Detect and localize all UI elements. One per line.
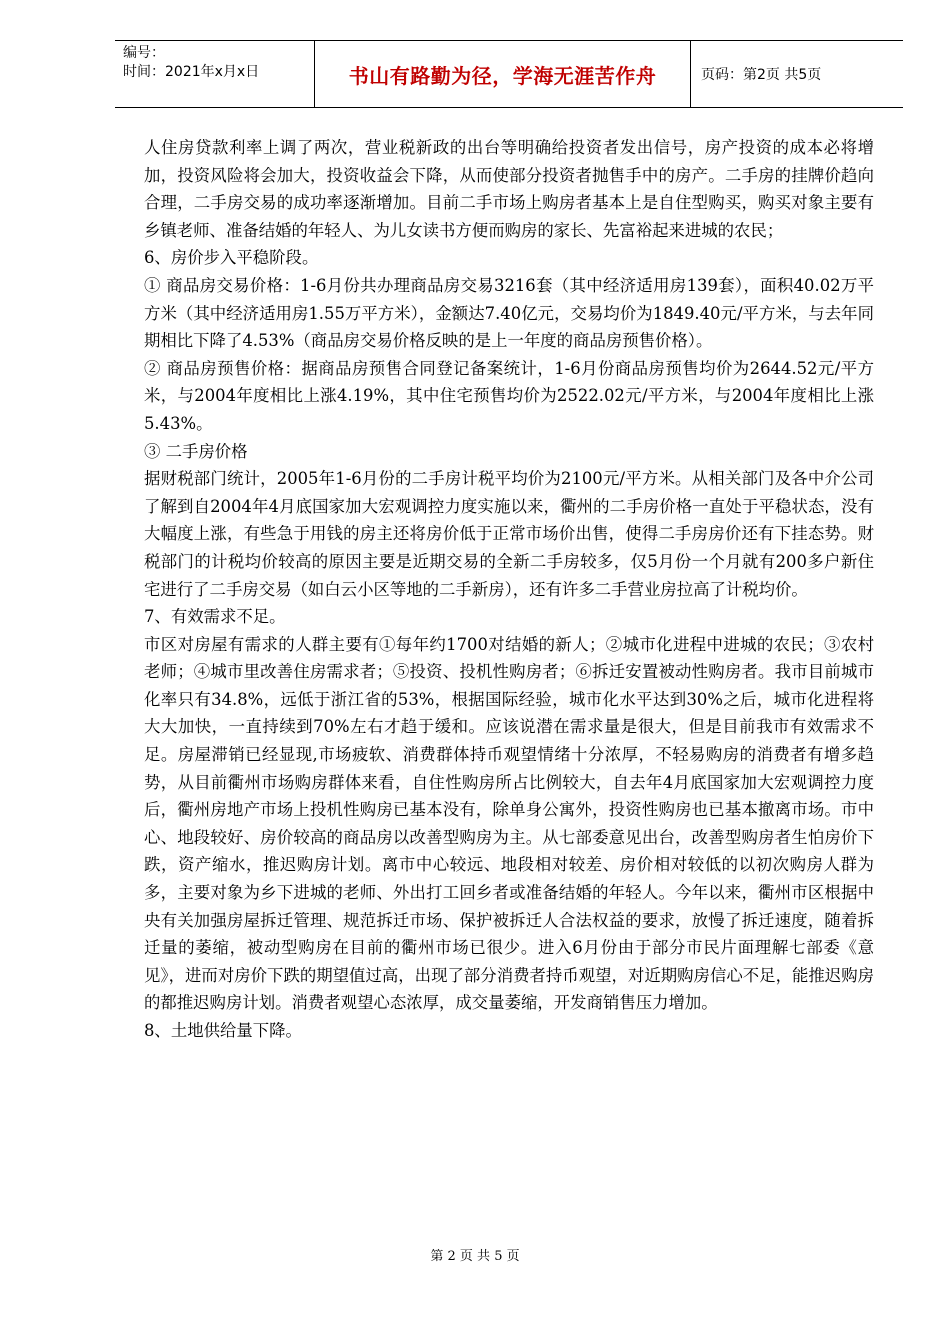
paragraph: ① 商品房交易价格：1-6月份共办理商品房交易3216套（其中经济适用房139套），面积40.02万平方米（其中经济适用房1.55万平方米），金额达7.40亿元，交易均价为1849.40元/平方米，与去年同期相比下降了4.53%（商品房交易价格反映的是上一年度的商品房预售价格）。 bbox=[144, 275, 874, 351]
paragraph: 人住房贷款利率上调了两次，营业税新政的出台等明确给投资者发出信号，房产投资的成本必将增加，投资风险将会加大，投资收益会下降，从而使部分投资者抛售手中的房产。二手房的挂牌价趋向合理，二手房交易的成功率逐渐增加。目前二手市场上购房者基本上是自住型购买，购买对象主要有乡镇老师、准备结婚的年轻人、为儿女读书方便而购房的家长、先富裕起来进城的农民； bbox=[144, 138, 874, 240]
page-footer: 第 2 页 共 5 页 bbox=[430, 1249, 520, 1264]
header-meta bbox=[115, 41, 315, 107]
paragraph: ② 商品房预售价格：据商品房预售合同登记备案统计，1-6月份商品房预售均价为2644.52元/平方米，与2004年度相比上涨4.19%，其中住宅预售均价为2522.02元/平方米，与2004年度相比上涨5.43%。 bbox=[144, 358, 874, 433]
header-motto: 书山有路勤为径，学海无涯苦作舟 bbox=[315, 41, 691, 107]
section-heading: 7、有效需求不足。 bbox=[144, 607, 286, 627]
subsection-heading: ③ 二手房价格 bbox=[144, 441, 248, 461]
paragraph: 据财税部门统计，2005年1-6月份的二手房计税平均价为2100元/平方米。从相关部门及各中介公司了解到自2004年4月底国家加大宏观调控力度实施以来，衢州的二手房价格一直处于平稳状态，没有大幅度上涨，有些急于用钱的房主还将房价低于正常市场价出售，使得二手房房价还有下挂态势。财税部门的计税均价较高的原因主要是近期交易的全新二手房较多，仅5月份一个月就有200多户新住宅进行了二手房交易（如白云小区等地的二手新房），还有许多二手营业房拉高了计税均价。 bbox=[144, 469, 874, 599]
header-page-number: 页码：第2页 共5页 bbox=[701, 67, 822, 83]
document-number-label: 编号： bbox=[123, 45, 165, 61]
document-body bbox=[144, 134, 874, 1045]
page-header bbox=[115, 40, 903, 108]
document-time-label: 时间：2021年x月x日 bbox=[123, 64, 260, 80]
section-heading: 6、房价步入平稳阶段。 bbox=[144, 248, 319, 268]
paragraph: 市区对房屋有需求的人群主要有①每年约1700对结婚的新人；②城市化进程中进城的农民；③农村老师；④城市里改善住房需求者；⑤投资、投机性购房者；⑥拆迁安置被动性购房者。我市目前城市化率只有34.8%，远低于浙江省的53%，根据国际经验，城市化水平达到30%之后，城市化进程将大大加快，一直持续到70%左右才趋于缓和。应该说潜在需求量是很大，但是目前我市有效需求不足。房屋滞销已经显现,市场疲软、消费群体持币观望情绪十分浓厚，不轻易购房的消费者有增多趋势，从目前衢州市场购房群体来看，自住性购房所占比例较大，自去年4月底国家加大宏观调控力度后，衢州房地产市场上投机性购房已基本没有，除单身公寓外，投资性购房也已基本撤离市场。市中心、地段较好、房价较高的商品房以改善型购房为主。从七部委意见出台，改善型购房者生怕房价下跌，资产缩水，推迟购房计划。离市中心较远、地段相对较差、房价相对较低的以初次购房人群为多，主要对象为乡下进城的老师、外出打工回乡者或准备结婚的年轻人。今年以来，衢州市区根据中央有关加强房屋拆迁管理、规范拆迁市场、保护被拆迁人合法权益的要求，放慢了拆迁速度，随着拆迁量的萎缩，被动型购房在目前的衢州市场已很少。进入6月份由于部分市民片面理解七部委《意见》，进而对房价下跌的期望值过高，出现了部分消费者持币观望，对近期购房信心不足，能推迟购房的都推迟购房计划。消费者观望心态浓厚，成交量萎缩，开发商销售压力增加。 bbox=[144, 634, 874, 1013]
section-heading: 8、土地供给量下降。 bbox=[144, 1021, 302, 1040]
